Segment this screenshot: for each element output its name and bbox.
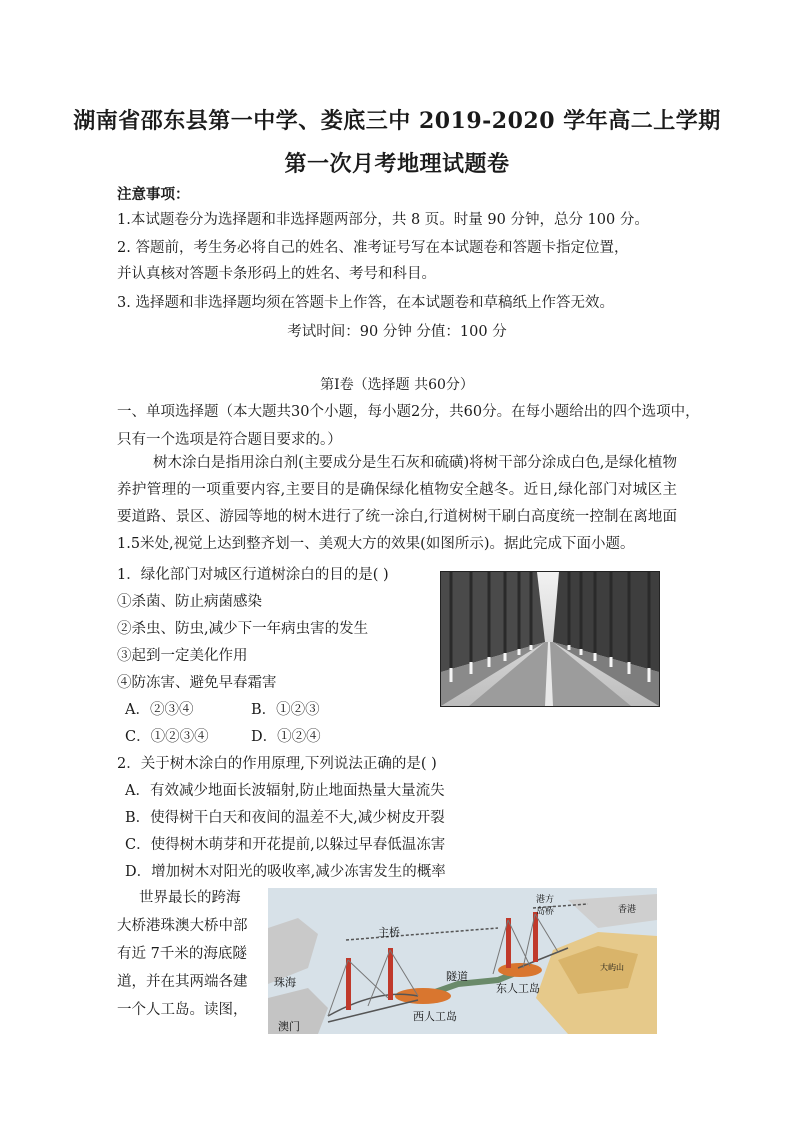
map-label-east-island: 东人工岛 bbox=[496, 983, 540, 995]
passage-bridge-line-2: 大桥港珠澳大桥中部 bbox=[117, 918, 248, 934]
q1-option-a[interactable]: A．②③④ bbox=[125, 702, 194, 718]
map-label-dayushan: 大屿山 bbox=[600, 963, 624, 972]
map-label-zhuhai: 珠海 bbox=[274, 977, 296, 989]
bridge-map bbox=[268, 888, 657, 1034]
map-label-hongkong: 香港 bbox=[618, 904, 637, 914]
exam-info: 考试时间：90 分钟 分值：100 分 bbox=[287, 324, 507, 340]
map-label-hk-port: 港方 bbox=[536, 894, 555, 904]
map-label-main-bridge: 主桥 bbox=[378, 927, 400, 939]
passage-bridge-line-1: 世界最长的跨海 bbox=[139, 890, 241, 906]
map-label-west-island: 西人工岛 bbox=[413, 1011, 457, 1023]
q2-option-a[interactable]: A．有效减少地面长波辐射,防止地面热量大量流失 bbox=[125, 783, 445, 799]
passage-bridge-line-3: 有近 7千米的海底隧 bbox=[117, 946, 247, 962]
notice-item-2a: 2. 答题前，考生务必将自己的姓名、准考证号写在本试题卷和答题卡指定位置， bbox=[117, 240, 629, 256]
notice-item-2b: 并认真核对答题卡条形码上的姓名、考号和科目。 bbox=[117, 266, 436, 282]
q1-item-3: ③起到一定美化作用 bbox=[117, 648, 248, 664]
notice-item-1: 1.本试题卷分为选择题和非选择题两部分，共 8 页。时量 90 分钟，总分 100 分。 bbox=[117, 212, 649, 228]
q2-option-c[interactable]: C．使得树木萌芽和开花提前,以躲过早春低温冻害 bbox=[125, 837, 446, 853]
q2-option-b[interactable]: B．使得树干白天和夜间的温差不大,减少树皮开裂 bbox=[125, 810, 445, 826]
tree-road-photo bbox=[440, 571, 660, 707]
notice-item-3: 3. 选择题和非选择题均须在答题卡上作答，在本试题卷和草稿纸上作答无效。 bbox=[117, 295, 614, 311]
q1-item-2: ②杀虫、防虫,减少下一年病虫害的发生 bbox=[117, 621, 369, 637]
q1-stem: 1．绿化部门对城区行道树涂白的目的是( ) bbox=[117, 567, 389, 583]
q2-stem: 2．关于树木涂白的作用原理,下列说法正确的是( ) bbox=[117, 756, 437, 772]
map-label-macau: 澳门 bbox=[278, 1021, 300, 1033]
passage-bridge bbox=[117, 884, 257, 1024]
section-title: 第Ⅰ卷（选择题 共60分） bbox=[320, 377, 474, 393]
exam-title-line2: 第一次月考地理试题卷 bbox=[284, 151, 510, 177]
passage-bridge-line-4: 道，并在其两端各建 bbox=[117, 974, 248, 990]
q1-item-4: ④防冻害、避免早春霜害 bbox=[117, 675, 277, 691]
map-label-hk-port-2: 岛桥 bbox=[536, 906, 555, 916]
q2-option-d[interactable]: D．增加树木对阳光的吸收率,减少冻害发生的概率 bbox=[125, 864, 446, 880]
q1-options-row-1 bbox=[125, 698, 320, 719]
tree-road-illustration bbox=[441, 572, 659, 706]
q1-option-b[interactable]: B．①②③ bbox=[251, 702, 320, 718]
notice-heading: 注意事项： bbox=[117, 186, 190, 203]
section-instruction-b: 只有一个选项是符合题目要求的。） bbox=[117, 432, 342, 448]
q1-option-c[interactable]: C．①②③④ bbox=[125, 729, 209, 745]
section-instruction-a: 一、单项选择题（本大题共30个小题，每小题2分，共60分。在每小题给出的四个选项中， bbox=[117, 404, 700, 420]
passage-tree-whitewash: 树木涂白是指用涂白剂(主要成分是生石灰和硫磺)将树干部分涂成白色,是绿化植物养护管理的一项重要内容,主要目的是确保绿化植物安全越冬。近日,绿化部门对城区主要道路、景区、游园等地的树木进行了统一涂白,行道树树干刷白高度统一控制在离地面 1.5米处,视觉上达到整齐划一、美观大方的效果(如图所示)。据此完成下面小题。 bbox=[117, 455, 677, 552]
exam-title-line1: 湖南省邵东县第一中学、娄底三中 2019-2020 学年高二上学期 bbox=[73, 108, 721, 134]
q1-option-d[interactable]: D．①②④ bbox=[251, 729, 321, 745]
map-label-tunnel: 隧道 bbox=[446, 971, 468, 983]
q1-options-row-2 bbox=[125, 725, 321, 746]
q1-item-1: ①杀菌、防止病菌感染 bbox=[117, 594, 262, 610]
passage-bridge-line-5: 一个人工岛。读图， bbox=[117, 1002, 248, 1018]
bridge-map-illustration bbox=[268, 888, 657, 1034]
